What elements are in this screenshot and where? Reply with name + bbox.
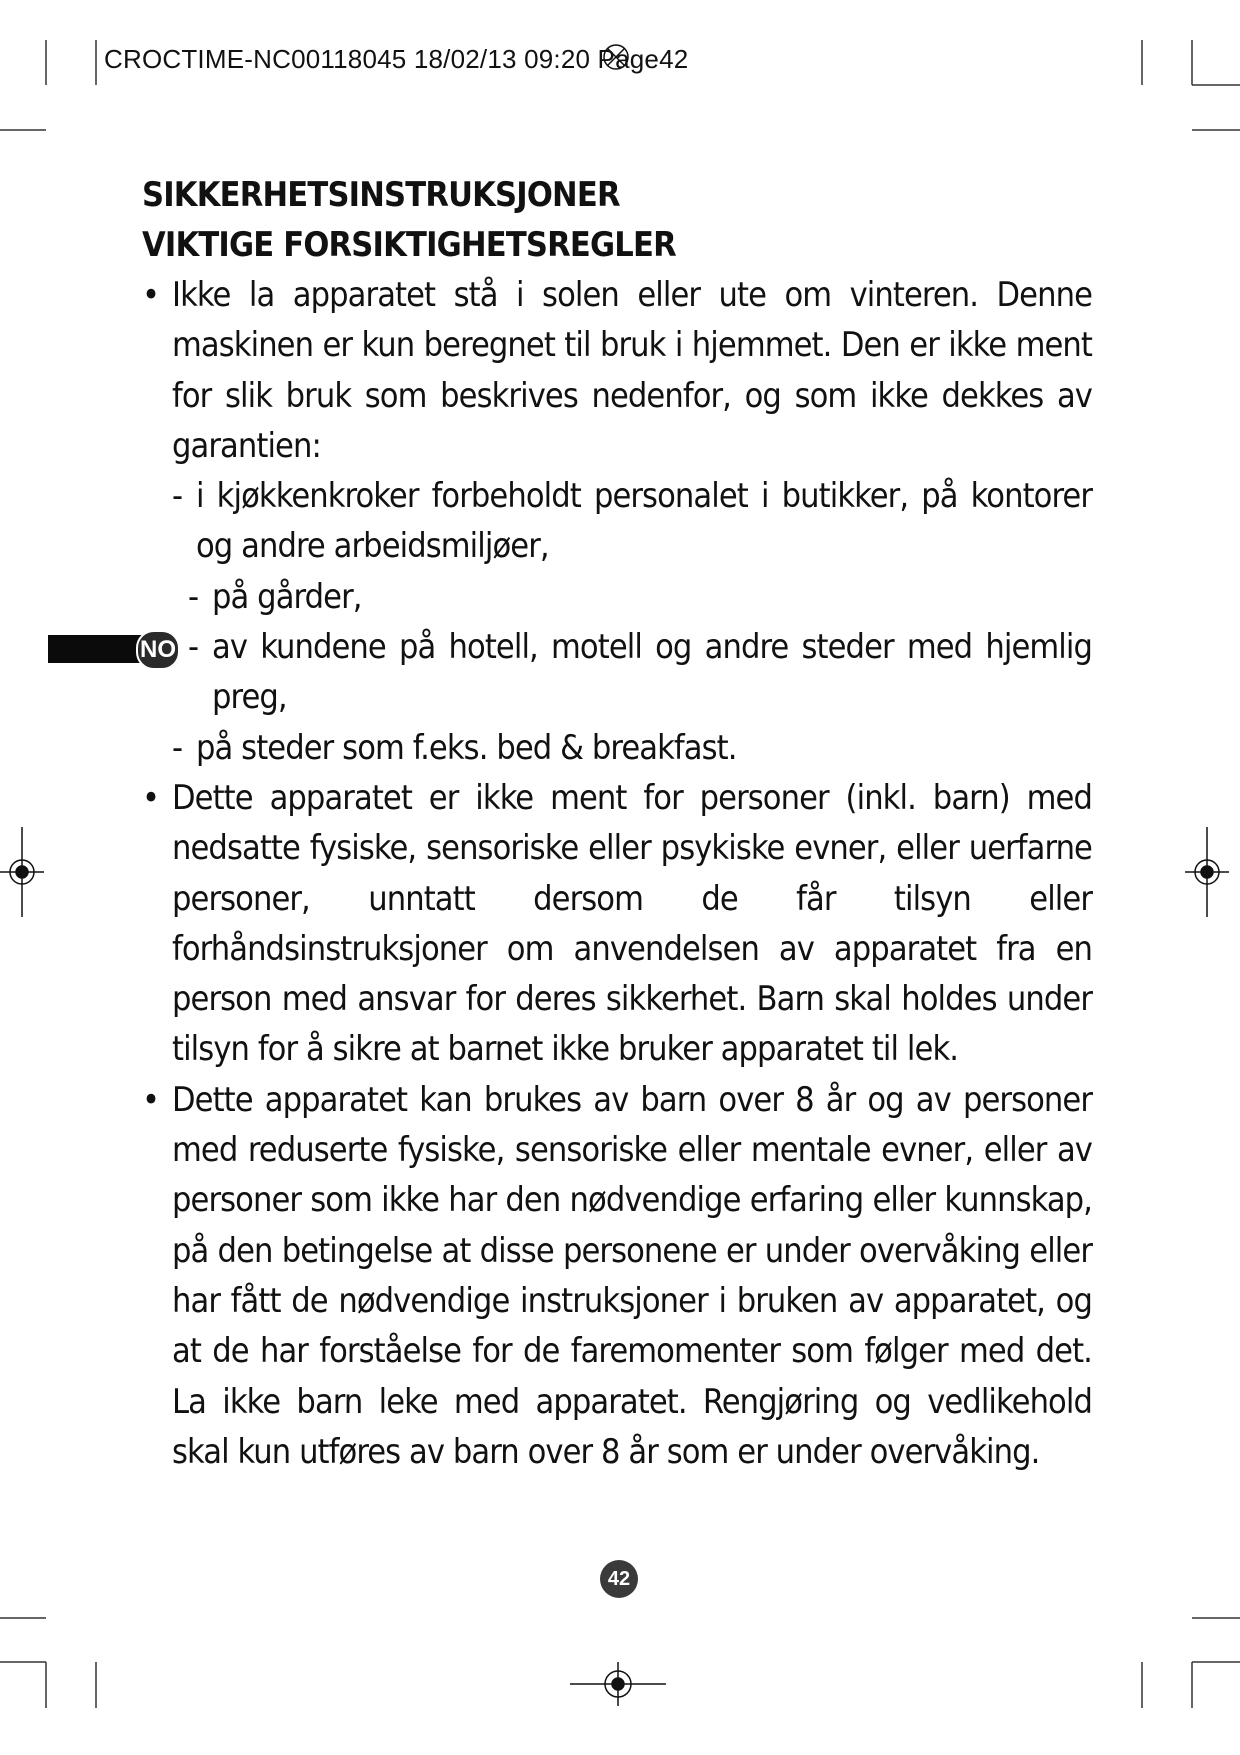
excluded-use-text: på gårder,	[212, 576, 362, 617]
excluded-use-text: av kundene på hotell, motell og andre steder med hjemlig preg,	[212, 627, 1092, 718]
safety-item	[142, 270, 1092, 773]
safety-item-text: Ikke la apparatet stå i solen eller ute om vinteren. Denne maskinen er kun beregnet til bruk i hjemmet. Den er ikke ment for slik bruk som beskrives nedenfor, og som ikke dekkes av garantien:	[172, 275, 1092, 466]
safety-section	[142, 170, 1092, 1477]
bullet-icon: •	[142, 275, 160, 315]
excluded-use-text: på steder som f.eks. bed & breakfast.	[196, 727, 737, 768]
safety-list	[142, 270, 1092, 1477]
dash-icon: -	[172, 727, 183, 768]
section-title: SIKKERHETSINSTRUKSJONER	[142, 175, 620, 215]
dash-icon: -	[172, 476, 183, 517]
excluded-use-item	[188, 572, 1092, 622]
excluded-use-text: i kjøkkenkroker forbeholdt personalet i butikker, på kontorer og andre arbeidsmiljøer,	[196, 476, 1092, 567]
language-badge: NO	[136, 630, 180, 670]
print-slug: CROCTIME-NC00118045 18/02/13 09:20 Page42	[104, 44, 689, 74]
safety-item	[142, 773, 1092, 1075]
section-subtitle: VIKTIGE FORSIKTIGHETSREGLER	[142, 225, 676, 265]
page-number: 42	[600, 1560, 638, 1598]
safety-item-text: Dette apparatet kan brukes av barn over 8 år og av personer med reduserte fysiske, sensoriske eller mentale evner, eller av personer som ikke har den nødvendige erfaring eller kunnskap, på den betingelse at disse personene er under overvåking eller har fått de nødvendige instruksjoner i bruken av apparatet, og at de har forståelse for de faremomenter som følger med det. La ikke barn leke med apparatet. Rengjøring og vedlikehold skal kun utføres av barn over 8 år som er under overvåking.	[172, 1079, 1092, 1472]
bullet-icon: •	[142, 777, 160, 818]
bullet-icon: •	[142, 1079, 160, 1120]
excluded-uses-list	[172, 471, 1092, 773]
safety-item	[142, 1075, 1092, 1477]
dash-icon: -	[188, 576, 199, 617]
dash-icon: -	[188, 627, 199, 668]
excluded-use-item	[172, 723, 1092, 773]
excluded-use-item	[188, 622, 1092, 723]
safety-item-text: Dette apparatet er ikke ment for personer (inkl. barn) med nedsatte fysiske, sensoriske eller psykiske evner, eller uerfarne personer, unntatt dersom de får tilsyn eller forhåndsinstruksjoner om anvendelsen av apparatet fra en person med ansvar for deres sikkerhet. Barn skal holdes under tilsyn for å sikre at barnet ikke bruker apparatet til lek.	[172, 777, 1092, 1070]
excluded-use-item	[172, 471, 1092, 572]
